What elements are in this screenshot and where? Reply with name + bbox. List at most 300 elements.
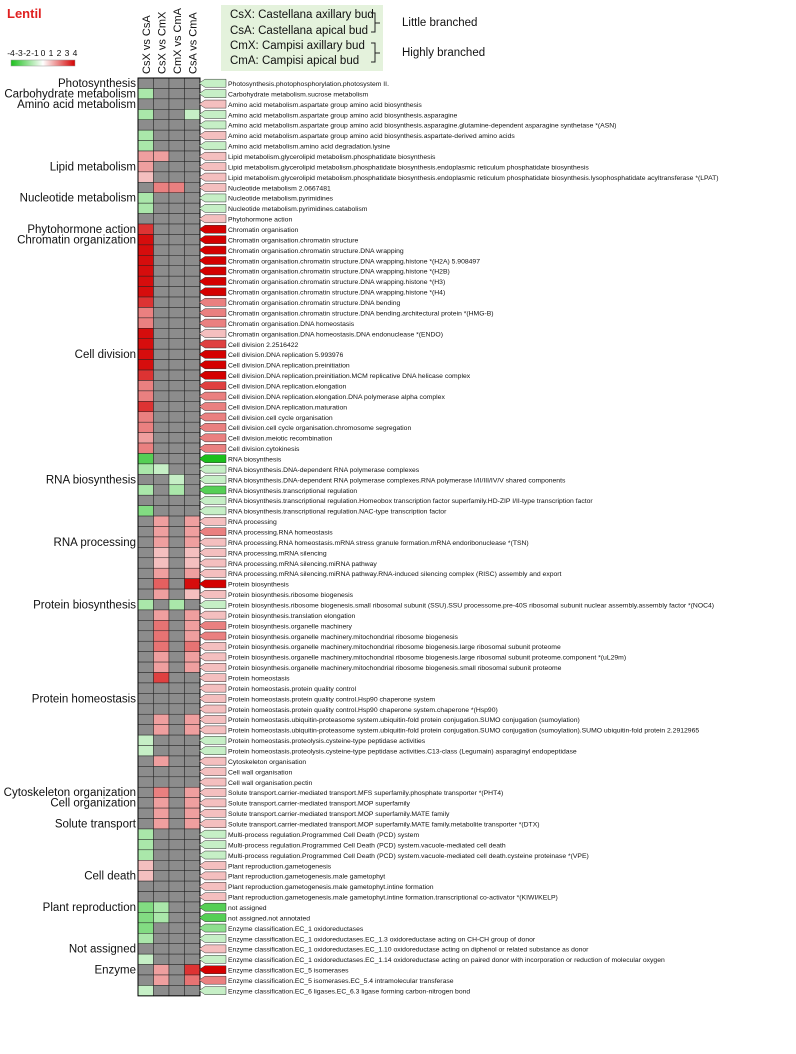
column-header: CsX vs CsA (140, 15, 153, 74)
heatmap-cell (154, 495, 170, 505)
row-label: Plant reproduction.gametogenesis.male gametophyt.intine formation (228, 884, 434, 892)
heatmap-cell (154, 182, 170, 192)
heatmap-cell (154, 631, 170, 641)
heatmap-cell (154, 756, 170, 766)
row-arrow (199, 444, 226, 452)
row-label: Protein homeostasis.protein quality control (228, 685, 357, 693)
column-header: CsX vs CmX (156, 11, 169, 74)
heatmap-cell (138, 151, 154, 161)
row-label: Solute transport.carrier-mediated transport.MOP superfamily (228, 800, 410, 808)
heatmap-cell (169, 328, 185, 338)
heatmap-cell (138, 380, 154, 390)
row-arrow (199, 340, 226, 348)
heatmap-cell (185, 735, 201, 745)
heatmap-cell (169, 975, 185, 985)
heatmap-cell (169, 161, 185, 171)
heatmap-cell (138, 693, 154, 703)
row-label: Cell division.DNA replication.elongation (228, 383, 347, 391)
heatmap-cell (154, 683, 170, 693)
legend-line-cmx: CmX: Campisi axillary bud (230, 40, 365, 52)
heatmap-cell (169, 339, 185, 349)
heatmap-cell (154, 360, 170, 370)
row-arrow (199, 736, 226, 744)
heatmap-cell (185, 829, 201, 839)
row-arrow (199, 434, 226, 442)
scale-tick-label: 1 (48, 48, 54, 58)
category-label: Chromatin organization (17, 234, 136, 247)
heatmap-cell (154, 808, 170, 818)
row-label: Protein homeostasis.ubiquitin-proteasome system.ubiquitin-fold protein conjugation.SUMO conjugation (sumoylation).SUMO ubiquitin-fold protein 2.2912965 (228, 727, 700, 735)
heatmap-cell (138, 746, 154, 756)
row-arrow (199, 486, 226, 494)
row-arrow (199, 851, 226, 859)
row-label: Enzyme classification.EC_1 oxidoreductases.EC_1.14 oxidoreductase acting on paired donor with incorporation or reduction of molecular oxygen (228, 957, 665, 965)
heatmap-cell (169, 808, 185, 818)
heatmap-cell (185, 944, 201, 954)
row-label: RNA biosynthesis.DNA-dependent RNA polymerase complexes (228, 466, 420, 474)
row-label: Cell division 2.2516422 (228, 341, 299, 349)
heatmap-cell (185, 693, 201, 703)
heatmap-cell (138, 662, 154, 672)
row-label: Chromatin organisation.chromatin structure (228, 237, 359, 245)
row-arrow (199, 517, 226, 525)
color-scale-bar (11, 60, 75, 66)
row-arrow (199, 622, 226, 630)
heatmap-cell (185, 579, 201, 589)
heatmap-cell (154, 120, 170, 130)
heatmap-cell (154, 610, 170, 620)
row-label: RNA processing.mRNA silencing (228, 550, 327, 558)
row-arrow (199, 945, 226, 953)
heatmap-cell (154, 985, 170, 995)
heatmap-cell (185, 787, 201, 797)
heatmap-cell (154, 464, 170, 474)
heatmap-cell (138, 839, 154, 849)
heatmap-cell (169, 933, 185, 943)
heatmap-cell (138, 871, 154, 881)
heatmap-cell (154, 245, 170, 255)
heatmap-cell (154, 850, 170, 860)
heatmap-cell (154, 589, 170, 599)
heatmap-cell (169, 766, 185, 776)
row-label: RNA processing (228, 519, 277, 527)
row-arrow (199, 236, 226, 244)
heatmap-cell (169, 871, 185, 881)
heatmap-cell (138, 568, 154, 578)
row-arrow (199, 90, 226, 98)
row-arrow (199, 79, 226, 87)
row-label: Protein biosynthesis.organelle machinery.mitochondrial ribosome biogenesis.large ribosomal subunit proteome.component *(uL29m) (228, 654, 627, 662)
row-label: Amino acid metabolism.aspartate group amino acid biosynthesis.asparagine.glutamine-dependent asparagine synthetase *(ASN) (228, 122, 617, 130)
row-label: Plant reproduction.gametogenesis.male gametophyt (228, 873, 386, 881)
heatmap-cell (169, 547, 185, 557)
heatmap-cell (185, 975, 201, 985)
heatmap-cell (154, 746, 170, 756)
category-label: Amino acid metabolism (17, 98, 136, 111)
row-arrow (199, 319, 226, 327)
heatmap-cell (185, 422, 201, 432)
heatmap-cell (154, 704, 170, 714)
row-label: Chromatin organisation.chromatin structure.DNA bending (228, 300, 401, 308)
row-label: Multi-process regulation.Programmed Cell Death (PCD) system.vacuole-mediated cell death (228, 842, 506, 850)
heatmap-cell (169, 662, 185, 672)
heatmap-cell (169, 600, 185, 610)
row-label: Protein homeostasis.proteolysis.cysteine-type peptidase activities (228, 738, 426, 746)
heatmap-cell (169, 433, 185, 443)
heatmap-cell (169, 78, 185, 88)
row-arrow (199, 131, 226, 139)
row-label: Solute transport.carrier-mediated transport.MFS superfamily.phosphate transporter *(PHT4) (228, 790, 504, 798)
heatmap-cell (185, 203, 201, 213)
heatmap-cell (185, 485, 201, 495)
heatmap-cell (169, 725, 185, 735)
heatmap-cell (154, 485, 170, 495)
heatmap-cell (138, 401, 154, 411)
heatmap-cell (169, 829, 185, 839)
heatmap-cell (138, 276, 154, 286)
row-arrow (199, 882, 226, 890)
category-label: Lipid metabolism (49, 161, 136, 174)
row-label: RNA biosynthesis.transcriptional regulation.NAC-type transcription factor (228, 508, 447, 516)
heatmap-cell (185, 318, 201, 328)
heatmap-cell (154, 975, 170, 985)
row-label: Nucleotide metabolism 2.0667481 (228, 185, 331, 193)
heatmap-cell (169, 380, 185, 390)
scale-tick-label: 4 (72, 48, 78, 58)
heatmap-cell (138, 756, 154, 766)
heatmap-cell (154, 370, 170, 380)
heatmap-cell (138, 902, 154, 912)
heatmap-cell (185, 360, 201, 370)
heatmap-cell (185, 725, 201, 735)
heatmap-cell (185, 881, 201, 891)
row-label: Cell division.DNA replication.preinitiation.MCM replicative DNA helicase complex (228, 373, 471, 381)
heatmap-cell (138, 161, 154, 171)
scale-tick-label: -4 (7, 48, 15, 58)
heatmap-cell (138, 453, 154, 463)
category-label: Enzyme (94, 964, 136, 977)
row-arrow (199, 726, 226, 734)
row-arrow (199, 277, 226, 285)
row-label: Lipid metabolism.glycerolipid metabolism.phosphatidate biosynthesis (228, 154, 436, 162)
heatmap-cell (169, 620, 185, 630)
heatmap-cell (154, 422, 170, 432)
row-arrow (199, 309, 226, 317)
heatmap-cell (185, 985, 201, 995)
heatmap-cell (185, 307, 201, 317)
heatmap-cell (169, 485, 185, 495)
row-arrow (199, 455, 226, 463)
row-label: Amino acid metabolism.amino acid degradation.lysine (228, 143, 391, 151)
heatmap-cell (138, 349, 154, 359)
heatmap-cell (138, 735, 154, 745)
row-arrow (199, 695, 226, 703)
heatmap-cell (138, 360, 154, 370)
heatmap-cell (169, 965, 185, 975)
heatmap-cell (138, 610, 154, 620)
heatmap-cell (185, 860, 201, 870)
heatmap-cell (169, 912, 185, 922)
heatmap-cell (138, 652, 154, 662)
heatmap-cell (138, 933, 154, 943)
heatmap-cell (185, 214, 201, 224)
row-arrow (199, 559, 226, 567)
row-arrow (199, 413, 226, 421)
category-label: Cell division (74, 349, 136, 362)
heatmap-cell (185, 172, 201, 182)
heatmap-cell (154, 526, 170, 536)
heatmap-cell (154, 923, 170, 933)
heatmap-cell (169, 141, 185, 151)
heatmap-cell (185, 516, 201, 526)
heatmap-cell (169, 892, 185, 902)
heatmap-cell (169, 610, 185, 620)
heatmap-cell (138, 464, 154, 474)
heatmap-cell (154, 88, 170, 98)
heatmap-cell (138, 683, 154, 693)
row-label: Protein homeostasis (228, 675, 290, 683)
row-arrow (199, 799, 226, 807)
heatmap-cell (138, 506, 154, 516)
heatmap-cell (185, 808, 201, 818)
heatmap-cell (169, 735, 185, 745)
row-arrow (199, 590, 226, 598)
heatmap-cell (169, 120, 185, 130)
row-label: Protein biosynthesis.organelle machinery (228, 623, 352, 631)
row-arrow (199, 194, 226, 202)
row-label: Carbohydrate metabolism.sucrose metabolism (228, 91, 369, 99)
row-label: Phytohormone action (228, 216, 293, 224)
heatmap-cell (154, 777, 170, 787)
heatmap-cell (185, 412, 201, 422)
heatmap-cell (154, 130, 170, 140)
heatmap-cell (138, 547, 154, 557)
heatmap-cell (138, 579, 154, 589)
heatmap-cell (185, 328, 201, 338)
row-arrow (199, 632, 226, 640)
heatmap-cell (138, 120, 154, 130)
heatmap-cell (154, 537, 170, 547)
heatmap-cell (169, 255, 185, 265)
heatmap-cell (138, 725, 154, 735)
row-label: Cell division.DNA replication.preinitiation (228, 362, 350, 370)
heatmap-cell (138, 673, 154, 683)
row-label: Cell wall organisation.pectin (228, 779, 313, 787)
heatmap-cell (154, 568, 170, 578)
row-arrow (199, 371, 226, 379)
row-label: RNA processing.RNA homeostasis.mRNA stress granule formation.mRNA endoribonuclease *(TSN) (228, 539, 529, 547)
heatmap-cell (185, 276, 201, 286)
row-label: Protein biosynthesis.translation elongation (228, 612, 356, 620)
scale-tick-label: 0 (40, 48, 46, 58)
heatmap-cell (154, 860, 170, 870)
heatmap-cell (169, 151, 185, 161)
heatmap-cell (138, 860, 154, 870)
row-label: not assigned.not annotated (228, 915, 311, 923)
heatmap-cell (185, 589, 201, 599)
heatmap-cell (138, 214, 154, 224)
heatmap-cell (138, 422, 154, 432)
heatmap-cell (169, 224, 185, 234)
row-arrow (199, 674, 226, 682)
heatmap-cell (185, 506, 201, 516)
heatmap-cell (154, 892, 170, 902)
heatmap-cell (138, 516, 154, 526)
category-label: Phytohormone action (27, 224, 136, 237)
heatmap-cell (154, 391, 170, 401)
heatmap-cell (169, 360, 185, 370)
heatmap-cell (169, 349, 185, 359)
heatmap-cell (185, 714, 201, 724)
heatmap-cell (185, 495, 201, 505)
heatmap-cell (138, 600, 154, 610)
row-label: Solute transport.carrier-mediated transport.MOP superfamily.MATE family (228, 811, 450, 819)
heatmap-cell (169, 839, 185, 849)
heatmap-cell (154, 255, 170, 265)
heatmap-cell (185, 297, 201, 307)
heatmap-cell (169, 923, 185, 933)
heatmap-cell (138, 985, 154, 995)
heatmap-cell (185, 850, 201, 860)
legend-bracket-highly (371, 43, 380, 62)
heatmap-cell (154, 318, 170, 328)
heatmap-cell (169, 631, 185, 641)
row-label: Photosynthesis.photophosphorylation.photosystem II. (228, 81, 389, 88)
row-label: Enzyme classification.EC_5 isomerases.EC_5.4 intramolecular transferase (228, 977, 454, 985)
row-label: Protein biosynthesis.ribosome biogenesis (228, 592, 354, 600)
heatmap-cell (138, 975, 154, 985)
scale-tick-label: -2 (23, 48, 31, 58)
heatmap-cell (154, 443, 170, 453)
row-arrow (199, 934, 226, 942)
heatmap-cell (185, 266, 201, 276)
chart-title: Lentil (7, 6, 42, 21)
row-label: Amino acid metabolism.aspartate group amino acid biosynthesis (228, 101, 422, 109)
row-label: Protein biosynthesis.ribosome biogenesis.small ribosomal subunit (SSU).SSU processome.pre-40S ribosomal subunit nuclear assembly.assembly factor *(NOC4) (228, 602, 715, 610)
legend-line-csx: CsX: Castellana axillary bud (230, 9, 374, 21)
heatmap-cell (138, 923, 154, 933)
row-arrow (199, 121, 226, 129)
heatmap-cell (169, 370, 185, 380)
heatmap-cell (154, 380, 170, 390)
heatmap-cell (185, 819, 201, 829)
heatmap-cell (185, 600, 201, 610)
heatmap-cell (154, 673, 170, 683)
heatmap-cell (185, 401, 201, 411)
heatmap-cell (185, 683, 201, 693)
heatmap-cell (154, 798, 170, 808)
row-label: Plant reproduction.gametogenesis (228, 863, 332, 871)
row-label: Multi-process regulation.Programmed Cell Death (PCD) system (228, 831, 420, 839)
heatmap-cell (185, 912, 201, 922)
heatmap-cell (138, 808, 154, 818)
heatmap-cell (138, 266, 154, 276)
row-label: Amino acid metabolism.aspartate group amino acid biosynthesis.asparagine (228, 112, 458, 120)
heatmap-cell (138, 829, 154, 839)
row-arrow (199, 903, 226, 911)
row-label: Chromatin organisation.chromatin structure.DNA wrapping.histone *(H2A) 5.908497 (228, 258, 480, 266)
row-arrow (199, 225, 226, 233)
heatmap-cell (185, 766, 201, 776)
heatmap-cell (169, 652, 185, 662)
heatmap-cell (154, 161, 170, 171)
heatmap-cell (154, 714, 170, 724)
heatmap-cell (138, 234, 154, 244)
heatmap-cell (169, 234, 185, 244)
heatmap-cell (185, 641, 201, 651)
heatmap-cell (154, 276, 170, 286)
heatmap-cell (138, 141, 154, 151)
heatmap-cell (154, 829, 170, 839)
row-label: Cell division.cell cycle organisation.chromosome segregation (228, 425, 412, 433)
row-label: Enzyme classification.EC_1 oxidoreductases.EC_1.10 oxidoreductase acting on diphenol or related substance as donor (228, 946, 589, 954)
heatmap-cell (138, 495, 154, 505)
heatmap-cell (169, 401, 185, 411)
heatmap-cell (138, 620, 154, 630)
heatmap-cell (169, 506, 185, 516)
heatmap-cell (169, 266, 185, 276)
heatmap-cell (169, 944, 185, 954)
heatmap-cell (138, 944, 154, 954)
heatmap-cell (169, 526, 185, 536)
row-label: Protein biosynthesis (228, 581, 289, 589)
row-arrow (199, 778, 226, 786)
heatmap-cell (154, 193, 170, 203)
heatmap-cell (169, 902, 185, 912)
heatmap-cell (169, 985, 185, 995)
heatmap-cell (138, 88, 154, 98)
heatmap-cell (154, 474, 170, 484)
row-label: Protein biosynthesis.organelle machinery.mitochondrial ribosome biogenesis (228, 633, 458, 641)
heatmap-cell (138, 109, 154, 119)
row-arrow (199, 507, 226, 515)
row-label: RNA processing.mRNA silencing.miRNA pathway (228, 560, 377, 568)
heatmap-cell (138, 245, 154, 255)
row-arrow (199, 403, 226, 411)
legend-group-highly: Highly branched (402, 47, 486, 59)
heatmap-cell (185, 839, 201, 849)
row-arrow (199, 288, 226, 296)
heatmap-cell (138, 474, 154, 484)
heatmap-cell (154, 401, 170, 411)
row-label: Chromatin organisation.chromatin structure.DNA wrapping (228, 247, 404, 255)
row-arrow (199, 538, 226, 546)
heatmap-cell (154, 109, 170, 119)
heatmap-cell (169, 777, 185, 787)
heatmap-cell (154, 600, 170, 610)
heatmap-cell (138, 328, 154, 338)
heatmap-cell (154, 453, 170, 463)
heatmap-cell (138, 224, 154, 234)
heatmap-cell (138, 954, 154, 964)
row-arrow (199, 110, 226, 118)
heatmap-cell (154, 787, 170, 797)
row-arrow (199, 152, 226, 160)
heatmap-cell (169, 537, 185, 547)
heatmap-cell (169, 307, 185, 317)
row-label: Nucleotide metabolism.pyrimidines.catabolism (228, 206, 368, 214)
heatmap-cell (185, 662, 201, 672)
category-label: Cell organization (50, 797, 136, 810)
row-label: Chromatin organisation.chromatin structure.DNA wrapping.histone *(H2B) (228, 268, 450, 276)
heatmap-cell (185, 652, 201, 662)
heatmap-cell (169, 130, 185, 140)
row-arrow (199, 820, 226, 828)
heatmap-cell (169, 453, 185, 463)
heatmap-cell (169, 881, 185, 891)
row-arrow (199, 549, 226, 557)
heatmap-cell (185, 99, 201, 109)
